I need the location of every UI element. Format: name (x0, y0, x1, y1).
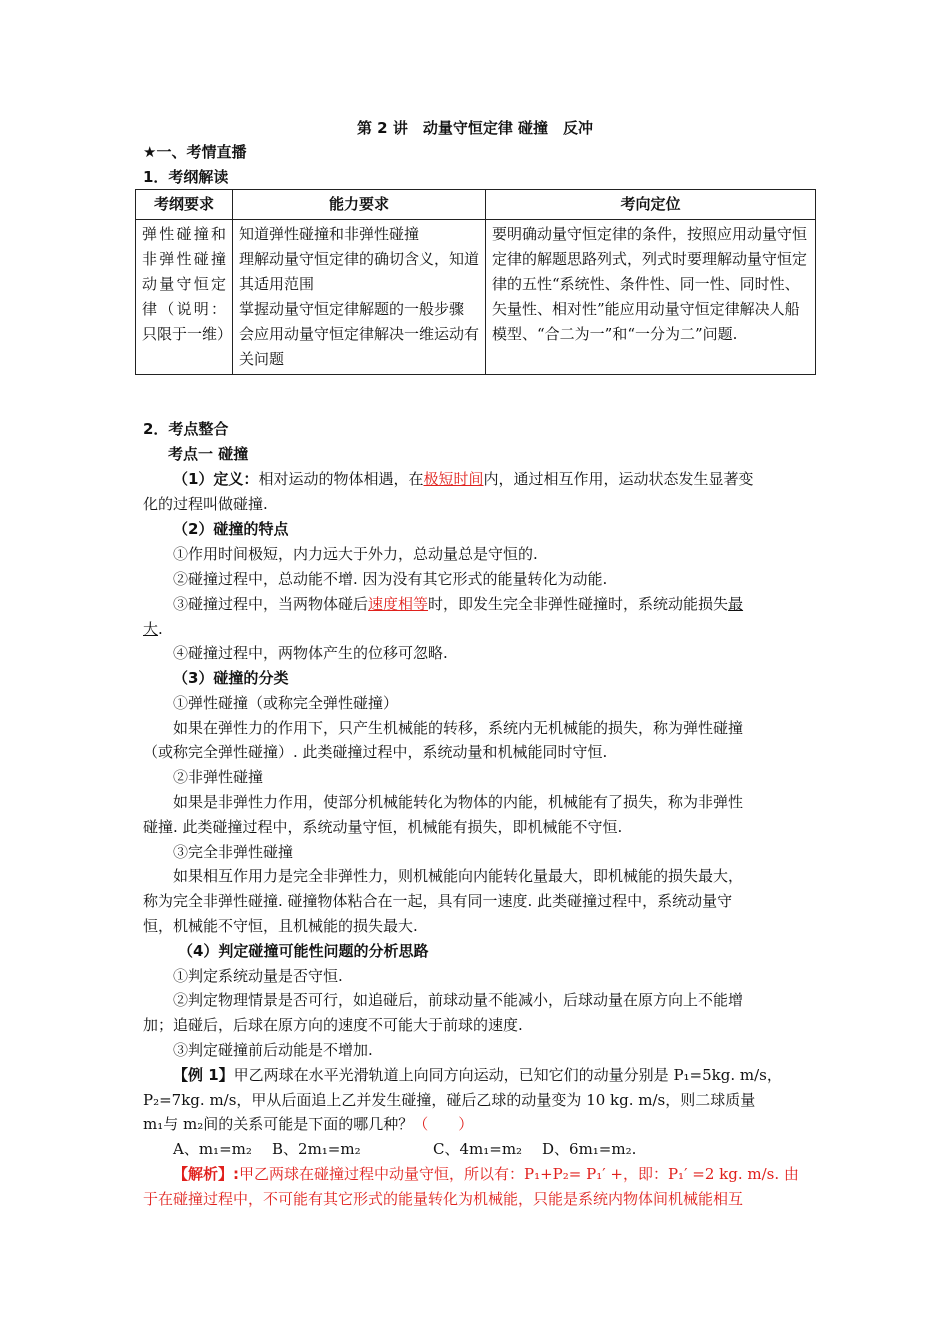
highlight-term: 速度相等 (368, 595, 429, 613)
feature-item: ②碰撞过程中，总动能不增. 因为没有其它形式的能量转化为动能. (173, 570, 608, 588)
ability-item: 会应用动量守恒定律解决一维运动有关问题 (239, 325, 480, 368)
classify-item: ①弹性碰撞（或称完全弹性碰撞） (173, 694, 399, 712)
example-text: m₁与 m₂间的关系可能是下面的哪几种？ (143, 1115, 414, 1133)
analysis-label: 【解析】: (173, 1165, 239, 1183)
classify-text: （或称完全弹性碰撞）. 此类碰撞过程中，系统动量和机械能同时守恒. (143, 743, 608, 761)
option-d: D、6m₁=m₂. (542, 1140, 637, 1158)
ability-item: 知道弹性碰撞和非弹性碰撞 (239, 225, 420, 243)
feature-text: ③碰撞过程中，当两物体碰后 (173, 595, 369, 613)
classify-text: 如果在弹性力的作用下，只产生机械能的转移，系统内无机械能的损失，称为弹性碰撞 (173, 719, 744, 737)
option-b: B、2m₁=m₂ (272, 1140, 361, 1158)
features-heading: （2）碰撞的特点 (173, 520, 289, 538)
definition-line: 化的过程叫做碰撞. (143, 495, 268, 513)
analysis-text: 甲乙两球在碰撞过程中动量守恒，所以有：P₁+P₂= P₁′ +，即：P₁′ =2 kg. m/s. 由 (239, 1165, 799, 1183)
feature-text: 时，即发生完全非弹性碰撞时，系统动能损失 (428, 595, 729, 613)
classify-text: 如果是非弹性力作用，使部分机械能转化为物体的内能，机械能有了损失，称为非弹性 (173, 793, 744, 811)
definition-text: 相对运动的物体相遇，在 (258, 470, 424, 488)
feature-item: ①作用时间极短，内力远大于外力，总动量总是守恒的. (173, 545, 538, 563)
classify-heading: （3）碰撞的分类 (173, 669, 289, 687)
feature-text: . (158, 620, 163, 638)
example-label: 【例 1】 (173, 1066, 234, 1084)
example-text: 甲乙两球在水平光滑轨道上向同方向运动，已知它们的动量分别是 P₁=5kg. m/s， (233, 1066, 782, 1084)
table-header-cell: 能力要求 (233, 190, 486, 220)
classify-item: ②非弹性碰撞 (173, 768, 264, 786)
example-line (173, 1064, 782, 1086)
option-a: A、m₁=m₂ (173, 1140, 252, 1158)
judge-item: ①判定系统动量是否守恒. (173, 967, 343, 985)
highlight-term: 极短时间 (423, 470, 484, 488)
table-header-cell: 考纲要求 (136, 190, 233, 220)
classify-item: ③完全非弹性碰撞 (173, 843, 294, 861)
example-line (143, 1113, 473, 1135)
feature-item: ④碰撞过程中，两物体产生的位移可忽略. (173, 644, 448, 662)
topic-heading: 考点一 碰撞 (168, 445, 249, 463)
table-cell-ability (233, 220, 486, 375)
analysis-line (173, 1163, 799, 1185)
section-heading: ★一、考情直播 (143, 143, 247, 161)
definition-line (173, 468, 754, 490)
judge-item: ②判定物理情景是否可行，如追碰后，前球动量不能减小，后球动量在原方向上不能增 (173, 991, 744, 1009)
definition-text: 内，通过相互作用，运动状态发生显著变 (483, 470, 754, 488)
example-line: P₂=7kg. m/s，甲从后面追上乙并发生碰撞，碰后乙球的动量变为 10 kg. m/s，则二球质量 (143, 1091, 756, 1109)
classify-text: 称为完全非弹性碰撞. 碰撞物体粘合在一起，具有同一速度. 此类碰撞过程中，系统动量守 (143, 892, 733, 910)
subsection-heading: 2．考点整合 (143, 420, 229, 438)
analysis-line: 于在碰撞过程中，不可能有其它形式的能量转化为机械能，只能是系统内物体间机械能相互 (143, 1190, 744, 1208)
feature-item (173, 593, 743, 615)
definition-label: （1）定义： (173, 470, 259, 488)
classify-text: 如果相互作用力是完全非弹性力，则机械能向内能转化量最大，即机械能的损失最大， (173, 867, 744, 885)
ability-item: 理解动量守恒定律的确切含义，知道其适用范围 (239, 250, 480, 293)
judge-heading: （4）判定碰撞可能性问题的分析思路 (178, 942, 429, 960)
judge-item: 加；追碰后，后球在原方向的速度不可能大于前球的速度. (143, 1016, 523, 1034)
ability-item: 掌握动量守恒定律解题的一般步骤 (239, 300, 465, 318)
table-header-cell: 考向定位 (486, 190, 816, 220)
subsection-heading: 1．考纲解读 (143, 168, 229, 186)
underlined-term: 大 (143, 620, 159, 638)
underlined-term: 最 (728, 595, 744, 613)
classify-text: 碰撞. 此类碰撞过程中，系统动量守恒，机械能有损失，即机械能不守恒. (143, 818, 623, 836)
page-title: 第 2 讲 动量守恒定律 碰撞 反冲 (356, 119, 594, 137)
table-cell-requirement: 弹性碰撞和非弹性碰撞 动量守恒定律（说明：只限于一维） (136, 220, 233, 375)
table-cell-direction: 要明确动量守恒定律的条件，按照应用动量守恒定律的解题思路列式，列式时要理解动量守恒定律的五性“系统性、条件性、同一性、同时性、矢量性、相对性”能应用动量守恒定律解决人船模型、“合二为一”和“一分为二”问题. (486, 220, 816, 375)
classify-text: 恒，机械能不守恒，且机械能的损失最大. (143, 917, 418, 935)
option-c: C、4m₁=m₂ (433, 1140, 523, 1158)
answer-blank: （ ） (413, 1115, 474, 1133)
syllabus-table (135, 189, 816, 375)
feature-item (143, 618, 163, 640)
judge-item: ③判定碰撞前后动能是不增加. (173, 1041, 373, 1059)
